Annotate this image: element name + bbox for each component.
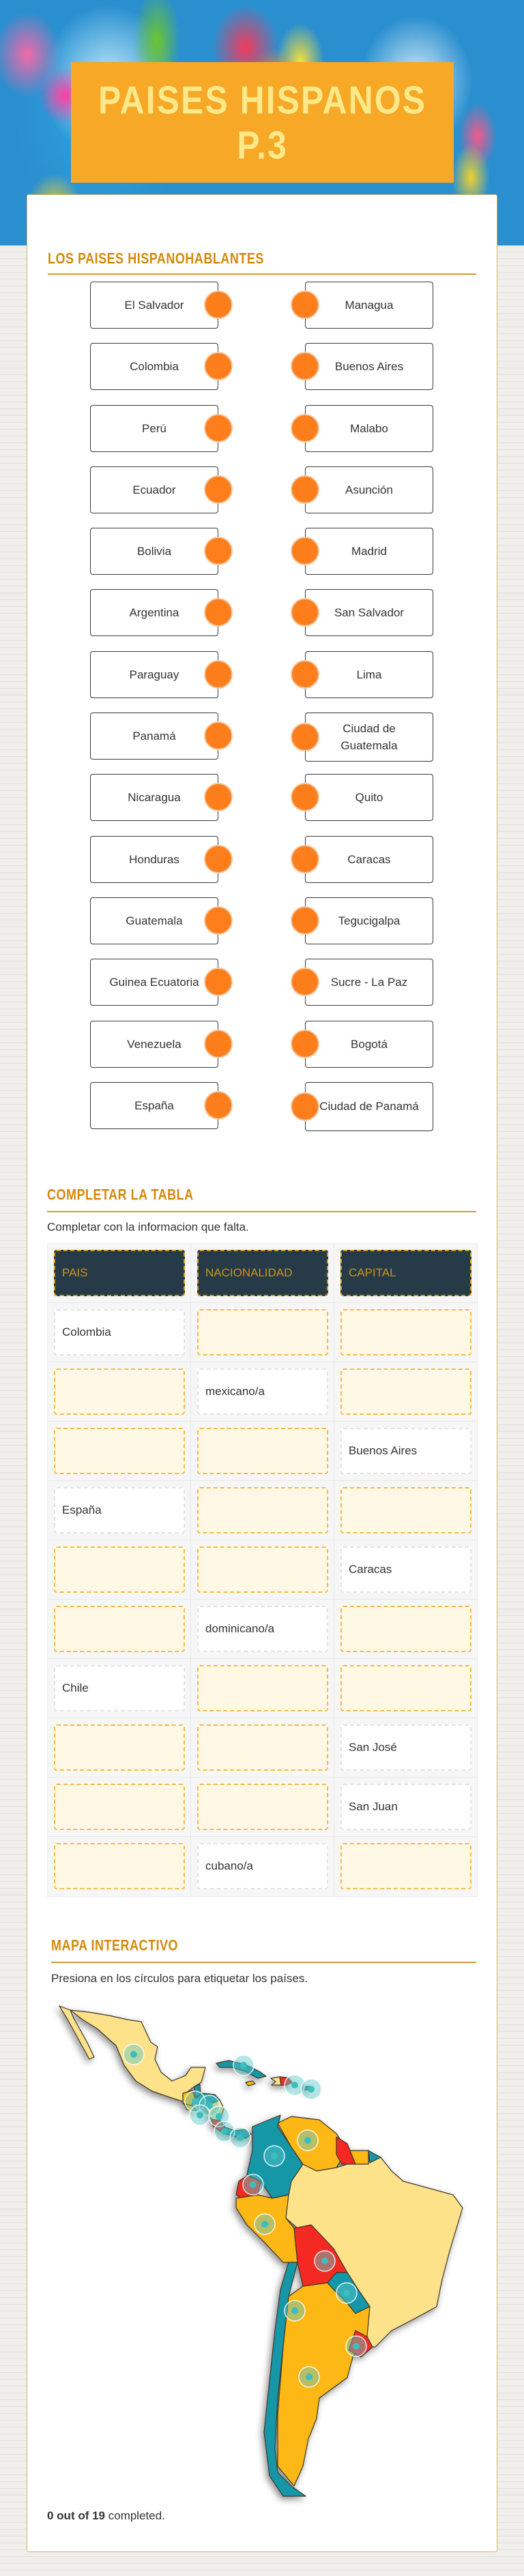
match-connector-dot[interactable] (204, 352, 233, 380)
map-hotspot[interactable] (346, 2336, 366, 2356)
title-banner (71, 62, 454, 183)
match-connector-dot[interactable] (291, 906, 319, 935)
match-item-left[interactable]: Panamá (90, 713, 218, 760)
match-connector-dot[interactable] (204, 290, 233, 319)
map-hotspot[interactable] (123, 2044, 144, 2065)
column-header-pais: PAIS (54, 1250, 185, 1296)
match-row (0, 836, 524, 883)
match-connector-dot[interactable] (204, 906, 233, 935)
match-connector-dot[interactable] (291, 968, 319, 996)
match-row (0, 1082, 524, 1129)
match-item-right[interactable]: Ciudad de Guatemala (305, 713, 433, 762)
section-divider (47, 1211, 476, 1212)
matching-activity (0, 282, 524, 1143)
match-connector-dot[interactable] (291, 845, 319, 873)
match-connector-dot[interactable] (291, 352, 319, 380)
match-connector-dot[interactable] (204, 660, 233, 689)
column-header-capital: CAPITAL (340, 1250, 471, 1296)
match-item-right[interactable]: Malabo (305, 405, 433, 452)
table-cell-pais[interactable]: España (54, 1487, 185, 1533)
match-item-left[interactable]: Paraguay (90, 651, 218, 698)
table-cell-capital[interactable] (340, 1309, 471, 1356)
table-cell-capital[interactable]: San Juan (340, 1784, 471, 1830)
match-item-right[interactable]: Quito (305, 774, 433, 821)
match-row (0, 466, 524, 513)
match-item-right[interactable]: Caracas (305, 836, 433, 883)
map-hotspot[interactable] (190, 2105, 210, 2125)
match-item-left[interactable]: Honduras (90, 836, 218, 883)
match-row (0, 713, 524, 760)
table-row (48, 1659, 477, 1718)
progress-count: 0 out of 19 (47, 2509, 106, 2522)
match-connector-dot[interactable] (204, 414, 233, 443)
table-row (48, 1362, 477, 1422)
match-item-right[interactable]: Buenos Aires (305, 343, 433, 390)
table-cell-capital[interactable] (340, 1843, 471, 1889)
map-hotspot[interactable] (264, 2146, 285, 2166)
page-title-line-2: P.3 (237, 123, 288, 167)
section-heading-map: MAPA INTERACTIVO (51, 1936, 178, 1954)
match-item-left[interactable]: El Salvador (90, 282, 218, 329)
map-hotspot[interactable] (233, 2055, 254, 2076)
table-row (48, 1540, 477, 1600)
table-instruction: Completar con la informacion que falta. (47, 1220, 249, 1233)
map-hotspot[interactable] (299, 2367, 319, 2387)
match-item-left[interactable]: Ecuador (90, 466, 218, 513)
match-item-right[interactable]: Lima (305, 651, 433, 698)
page-title-line-1: PAISES HISPANOS (98, 78, 427, 122)
table-row (48, 1600, 477, 1659)
match-row (0, 1021, 524, 1068)
match-item-left[interactable]: España (90, 1082, 218, 1129)
table-row (48, 1481, 477, 1540)
match-row (0, 959, 524, 1006)
match-row (0, 897, 524, 944)
table-cell-nacionalidad[interactable] (197, 1487, 328, 1533)
match-row (0, 282, 524, 329)
table-cell-capital[interactable] (340, 1665, 471, 1711)
table-cell-capital[interactable]: Buenos Aires (340, 1428, 471, 1474)
match-item-right[interactable]: Asunción (305, 466, 433, 513)
match-item-left[interactable]: Venezuela (90, 1021, 218, 1068)
match-connector-dot[interactable] (291, 723, 319, 751)
match-item-left[interactable]: Perú (90, 405, 218, 452)
table-row (48, 1778, 477, 1837)
map-hotspot[interactable] (230, 2127, 250, 2148)
match-connector-dot[interactable] (291, 475, 319, 504)
table-row (48, 1837, 477, 1896)
match-item-left[interactable]: Guinea Ecuatoria (90, 959, 218, 1006)
table-cell-capital[interactable] (340, 1487, 471, 1533)
match-connector-dot[interactable] (204, 1030, 233, 1058)
map-hotspot[interactable] (315, 2251, 335, 2271)
table-cell-pais[interactable] (54, 1606, 185, 1652)
match-connector-dot[interactable] (204, 968, 233, 996)
match-row (0, 343, 524, 390)
match-connector-dot[interactable] (204, 537, 233, 565)
match-item-right[interactable]: San Salvador (305, 589, 433, 636)
match-item-left[interactable]: Guatemala (90, 897, 218, 944)
column-header-nacionalidad: NACIONALIDAD (197, 1250, 328, 1296)
progress-status (47, 2509, 165, 2523)
country-jamaica (246, 2081, 255, 2086)
table-cell-pais[interactable]: Chile (54, 1665, 185, 1711)
table-row (48, 1303, 477, 1362)
table-cell-pais[interactable] (54, 1546, 185, 1593)
table-header-row (48, 1244, 477, 1303)
table-cell-nacionalidad[interactable] (197, 1724, 328, 1771)
match-connector-dot[interactable] (291, 660, 319, 689)
match-connector-dot[interactable] (204, 783, 233, 811)
map-hotspot[interactable] (243, 2174, 263, 2195)
match-item-right[interactable]: Ciudad de Panamá (305, 1082, 433, 1131)
section-heading-matching: LOS PAISES HISPANOHABLANTES (48, 250, 264, 267)
table-cell-pais[interactable]: Colombia (54, 1309, 185, 1356)
map-hotspot[interactable] (285, 2301, 305, 2321)
latin-america-map (41, 1991, 478, 2523)
map-hotspot[interactable] (297, 2130, 318, 2151)
section-divider (48, 273, 476, 275)
table-cell-nacionalidad[interactable]: dominicano/a (197, 1606, 328, 1652)
match-connector-dot[interactable] (291, 1092, 319, 1121)
match-connector-dot[interactable] (204, 845, 233, 873)
table-row (48, 1422, 477, 1481)
table-cell-nacionalidad[interactable] (197, 1546, 328, 1593)
match-item-right[interactable]: Managua (305, 282, 433, 329)
section-divider (51, 1962, 476, 1963)
match-connector-dot[interactable] (204, 1091, 233, 1120)
section-heading-table: COMPLETAR LA TABLA (47, 1186, 194, 1203)
match-connector-dot[interactable] (291, 1030, 319, 1058)
table-cell-capital[interactable]: Caracas (340, 1546, 471, 1593)
map-hotspot[interactable] (254, 2214, 275, 2234)
fill-in-table (47, 1243, 478, 1897)
table-cell-capital[interactable] (340, 1606, 471, 1652)
table-cell-nacionalidad[interactable] (197, 1665, 328, 1711)
table-row (48, 1718, 477, 1778)
table-cell-nacionalidad[interactable]: cubano/a (197, 1843, 328, 1889)
table-cell-pais[interactable] (54, 1428, 185, 1474)
match-item-left[interactable]: Bolivia (90, 528, 218, 575)
match-row (0, 774, 524, 821)
match-item-left[interactable]: Colombia (90, 343, 218, 390)
match-connector-dot[interactable] (291, 290, 319, 319)
table-cell-nacionalidad[interactable] (197, 1428, 328, 1474)
table-cell-pais[interactable] (54, 1843, 185, 1889)
match-row (0, 651, 524, 698)
match-connector-dot[interactable] (204, 475, 233, 504)
match-item-right[interactable]: Sucre - La Paz (305, 959, 433, 1006)
match-item-right[interactable]: Bogotá (305, 1021, 433, 1068)
match-item-left[interactable]: Argentina (90, 589, 218, 636)
match-connector-dot[interactable] (204, 598, 233, 627)
table-cell-capital[interactable]: San José (340, 1724, 471, 1771)
table-cell-pais[interactable] (54, 1368, 185, 1415)
match-connector-dot[interactable] (291, 414, 319, 443)
match-row (0, 528, 524, 575)
map-hotspot[interactable] (301, 2079, 321, 2099)
map-instruction: Presiona en los círculos para etiquetar los países. (51, 1972, 308, 1985)
interactive-map (41, 1991, 478, 2523)
table-cell-nacionalidad[interactable]: mexicano/a (197, 1368, 328, 1415)
match-item-right[interactable]: Tegucigalpa (305, 897, 433, 944)
progress-suffix: completed. (105, 2509, 165, 2522)
table-cell-nacionalidad[interactable] (197, 1784, 328, 1830)
table-cell-pais[interactable] (54, 1784, 185, 1830)
table-cell-pais[interactable] (54, 1724, 185, 1771)
match-row (0, 405, 524, 452)
match-item-left[interactable]: Nicaragua (90, 774, 218, 821)
table-cell-nacionalidad[interactable] (197, 1309, 328, 1356)
match-connector-dot[interactable] (204, 721, 233, 750)
match-row (0, 589, 524, 636)
match-connector-dot[interactable] (291, 537, 319, 565)
table-cell-capital[interactable] (340, 1368, 471, 1415)
map-hotspot[interactable] (336, 2283, 357, 2303)
match-item-right[interactable]: Madrid (305, 528, 433, 575)
